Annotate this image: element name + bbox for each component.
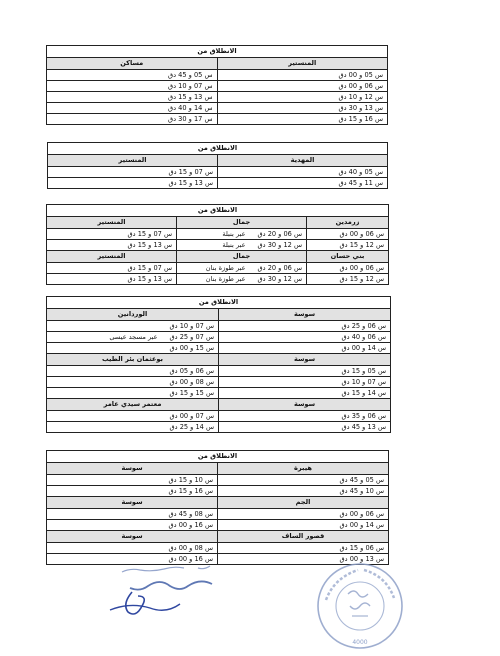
table-row: س 07 و 10 دق س 08 و 00 دق (47, 377, 391, 388)
official-stamp (314, 560, 406, 656)
destination-city: المنستير (47, 251, 177, 263)
table-row: س 14 و 00 دق س 15 و 00 دق (47, 343, 391, 354)
table-row: س 13 و 00 دق س 16 و 00 دق (47, 554, 389, 565)
departure-city: زرمدين (307, 217, 389, 229)
table-row: س 06 و 40 دق س 07 و 25 دقعبر مسجد عيسى (47, 332, 391, 343)
table-title: الانطلاق من (47, 46, 388, 58)
table-row: س 10 و 45 دق س 16 و 15 دق (47, 486, 389, 497)
table-row: س 06 و 25 دق س 07 و 10 دق (47, 321, 391, 332)
destination-city: مساكن (47, 58, 218, 70)
table-row: س 05 و 15 دق س 06 و 05 دق (47, 366, 391, 377)
table-row: س 12 و 10 دق س 13 و 15 دق (47, 92, 388, 103)
table-row: س 06 و 00 دق س 06 و 20 دقعبر طوزة بنان س 07 و 15 دق (47, 263, 389, 274)
table-row: س 05 و 00 دق س 05 و 45 دق (47, 70, 388, 81)
schedule-table-4: الانطلاق من سوسة الوردانين س 06 و 25 دق س 07 و 10 دق س 06 و 40 دق س 07 و 25 دقعبر مسجد عيسى س 14 و 00 دق س 15 و 00 دق سوسة بوعثمان بئر الطيب س 05 و 15 دق س 06 و 05 دق س 07 و 10 دق س 08 و 00 دق س 14 و 15 دق س 15 و 15 دق سوسة معتمر سيدي عامر س 06 و 35 دق س 07 و 00 دق س 13 و 45 دق س 14 و 25 دق (46, 296, 391, 433)
stamp-seal-icon (314, 560, 406, 652)
schedule-table-2 (47, 142, 388, 189)
destination-city: المنستير (48, 155, 218, 167)
table-row: س 06 و 00 دق س 06 و 20 دقعبر بنبلة س 07 و 15 دق (47, 229, 389, 240)
departure-city: المنستير (217, 58, 388, 70)
stop-city: جمال (177, 251, 307, 263)
schedule-table-3 (46, 204, 389, 285)
signature-icon (92, 560, 232, 620)
table-title: الانطلاق من (47, 205, 389, 217)
stop-city: جمال (177, 217, 307, 229)
table-row: س 05 و 45 دق س 10 و 15 دق (47, 475, 389, 486)
table-row: س 06 و 00 دق س 07 و 10 دق (47, 81, 388, 92)
table-title: الانطلاق من (47, 451, 389, 463)
stamp-number: 4000 (352, 639, 368, 646)
table-row: س 06 و 35 دق س 07 و 00 دق (47, 411, 391, 422)
table-row: س 05 و 40 دق س 07 و 15 دق (48, 167, 388, 178)
departure-city: بني حسان (307, 251, 389, 263)
table-row: س 16 و 15 دق س 17 و 30 دق (47, 114, 388, 125)
table-row: س 12 و 15 دق س 12 و 30 دقعبر بنبلة س 13 و 15 دق (47, 240, 389, 251)
schedule-table-1 (46, 45, 388, 125)
table-row: س 12 و 15 دق س 12 و 30 دقعبر طوزة بنان س 13 و 15 دق (47, 274, 389, 285)
table-row: س 06 و 15 دق س 08 و 00 دق (47, 543, 389, 554)
table-row: س 13 و 45 دق س 14 و 25 دق (47, 422, 391, 433)
destination-city: المنستير (47, 217, 177, 229)
schedule-table-5: الانطلاق من هيبرة سوسة س 05 و 45 دق س 10 و 15 دق س 10 و 45 دق س 16 و 15 دق الجم سوسة س 06 و 00 دق س 08 و 45 دق س 14 و 00 دق س 16 و 00 دق قصور الساف سوسة س 06 و 15 دق س 08 و 00 دق س 13 و 00 دق س 16 و 00 دق (46, 450, 389, 565)
table-row: س 14 و 15 دق س 15 و 15 دق (47, 388, 391, 399)
departure-city: المهدية (218, 155, 388, 167)
table-row: س 14 و 00 دق س 16 و 00 دق (47, 520, 389, 531)
table-row: س 06 و 00 دق س 08 و 45 دق (47, 509, 389, 520)
table-row: س 11 و 45 دق س 13 و 15 دق (48, 178, 388, 189)
table-title: الانطلاق من (47, 297, 391, 309)
table-row: س 13 و 30 دق س 14 و 40 دق (47, 103, 388, 114)
signature-block (92, 560, 232, 624)
table-title: الانطلاق من (48, 143, 388, 155)
